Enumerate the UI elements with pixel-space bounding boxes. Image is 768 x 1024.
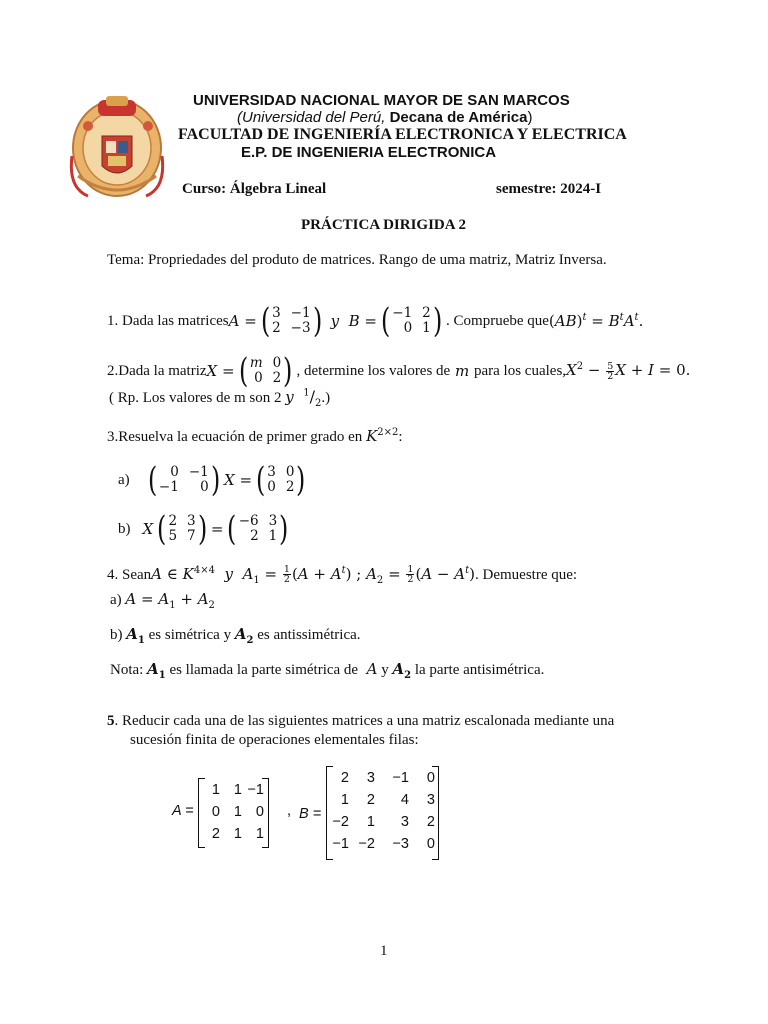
matrix-cell: 1 xyxy=(340,792,349,808)
p5-a-label: A = xyxy=(172,803,194,819)
p5-matrix-a xyxy=(206,779,264,845)
subtitle-part-a: (Universidad del Perú, xyxy=(237,109,390,126)
problem-3a: a) ( 0 −1 −1 0 ) X = ( 3 0 0 2 ) xyxy=(118,460,306,500)
p3-intro-text: 3.Resuelva la ecuación de primer grado en xyxy=(107,429,367,445)
matrix-cell: −1 xyxy=(332,836,349,852)
matrix-cell: 2 xyxy=(366,792,375,808)
problem-5-line1 xyxy=(107,713,614,730)
course-label: Curso: Álgebra Lineal xyxy=(182,181,327,197)
matrix-cell: 7 xyxy=(187,528,196,544)
matrix-cell: 1 xyxy=(233,804,242,820)
p1-suffix: . Compruebe que xyxy=(446,312,549,329)
p3a-label: a) xyxy=(118,471,130,488)
problem-4 xyxy=(107,562,577,588)
p5-line1-text: . Reducir cada una de las siguientes matrices a una matriz escalonada mediante una xyxy=(114,713,615,729)
matrix-cell: −1 xyxy=(247,782,264,798)
p1-equation: $(AB)^t = B^tA^t$. xyxy=(548,312,644,330)
problem-2: 2.Dada la matriz X = ( m 0 0 2 ) , determine los valores de m para los cuales, $X^2$ − $\frac{5}{2}$ X + I = 0. xyxy=(107,351,691,391)
matrix-cell: 3 xyxy=(187,513,196,529)
problem-5-line2: sucesión finita de operaciones elementales filas: xyxy=(130,732,419,748)
matrix-cell: 1 xyxy=(422,320,431,336)
matrix-cell: 1 xyxy=(211,782,220,798)
matrix-cell: 0 xyxy=(272,355,282,371)
p4-prefix: 4. Sean xyxy=(107,566,152,583)
subtitle-part-b: Decana de América xyxy=(389,109,528,126)
subtitle-part-c: ) xyxy=(527,109,533,126)
p3a-right-matrix: ( 3 0 0 2 ) xyxy=(256,460,306,500)
p4b-end: es antissimétrica. xyxy=(253,627,361,643)
p4-demuestre: . Demuestre que: xyxy=(475,566,578,583)
matrix-cell: 0 xyxy=(285,464,295,480)
matrix-cell: 2 xyxy=(211,826,220,842)
p5-a-left-bracket xyxy=(198,778,205,848)
matrix-cell: 2 xyxy=(426,814,435,830)
p5-number: 5 xyxy=(107,713,115,729)
matrix-cell: −6 xyxy=(238,513,259,529)
matrix-cell: 0 xyxy=(426,770,435,786)
matrix-cell: 2 xyxy=(272,370,282,386)
p3b-left-matrix: ( 2 3 5 7 ) xyxy=(157,509,207,549)
p2-prefix: 2.Dada la matriz xyxy=(107,362,207,379)
matrix-cell: 0 xyxy=(426,836,435,852)
p4-part-b: b) $A_1$ es simétrica y $A_2$ es antissimétrica. xyxy=(110,625,361,646)
matrix-cell: −1 xyxy=(188,464,209,480)
p4-part-a: a) $A = A_1 + A_2$ xyxy=(110,590,215,611)
p4a-label: a) xyxy=(110,592,126,608)
p3a-left-matrix: ( 0 −1 −1 0 ) xyxy=(147,460,221,500)
matrix-cell: 2 xyxy=(250,528,259,544)
p4b-mid: es simétrica y xyxy=(144,627,235,643)
p1-matrix-a: ( 3 −1 2 −3 ) xyxy=(260,301,322,341)
matrix-cell: 0 xyxy=(211,804,220,820)
matrix-cell: m xyxy=(249,355,263,371)
p5-separator: , xyxy=(287,803,292,819)
problem-3b: b) X ( 2 3 5 7 ) = ( −6 3 2 1 ) xyxy=(118,509,289,549)
p2-equation: $X^2$ − $\frac{5}{2}$ X + I = 0. xyxy=(566,360,691,382)
matrix-cell: 3 xyxy=(267,464,276,480)
matrix-cell: 2 xyxy=(285,479,295,495)
matrix-cell: 0 xyxy=(255,804,264,820)
matrix-cell: 3 xyxy=(366,770,375,786)
matrix-cell: 5 xyxy=(168,528,178,544)
matrix-cell: −3 xyxy=(392,836,409,852)
matrix-cell: −1 xyxy=(392,305,413,321)
matrix-cell: −2 xyxy=(358,836,375,852)
page-number: 1 xyxy=(380,943,388,959)
nota-mid: es llamada la parte simétrica de xyxy=(165,662,362,678)
matrix-cell: 1 xyxy=(268,528,278,544)
matrix-cell: 3 xyxy=(268,513,278,529)
p3b-right-matrix: ( −6 3 2 1 ) xyxy=(227,509,289,549)
p5-b-label: B = xyxy=(299,806,322,822)
matrix-cell: 1 xyxy=(255,826,264,842)
matrix-cell: −2 xyxy=(332,814,349,830)
matrix-cell: 1 xyxy=(233,782,242,798)
matrix-cell: 1 xyxy=(233,826,242,842)
p1-matrix-b: ( −1 2 0 1 ) xyxy=(380,301,443,341)
p1-prefix: 1. Dada las matrices xyxy=(107,312,229,329)
matrix-cell: −1 xyxy=(290,305,311,321)
tema-line: Tema: Propriedades del produto de matrices. Rango de uma matriz, Matriz Inversa. xyxy=(107,252,607,268)
semester-label: semestre: 2024-I xyxy=(496,181,602,197)
p4b-prefix: b) xyxy=(110,627,127,643)
nota-prefix: Nota: xyxy=(110,662,148,678)
matrix-cell: 2 xyxy=(272,320,281,336)
problem-3-intro: 3.Resuelva la ecuación de primer grado en $K^{2\times 2}$: xyxy=(107,427,403,445)
school-name: E.P. DE INGENIERIA ELECTRONICA xyxy=(241,144,497,161)
problem-1: 1. Dada las matrices A = ( 3 −1 2 −3 ) y B = ( −1 2 0 1 ) . Compruebe que $(AB)^t = B^tA^t$. xyxy=(107,301,644,341)
p1-var-a: A xyxy=(228,312,240,330)
matrix-cell: 1 xyxy=(366,814,375,830)
matrix-cell: 3 xyxy=(426,792,435,808)
p5-a-right-bracket xyxy=(262,778,269,848)
university-seal-logo xyxy=(68,96,166,200)
matrix-cell: 0 xyxy=(267,479,276,495)
p2-matrix-x: ( m 0 0 2 ) xyxy=(238,351,293,391)
nota-and: y xyxy=(377,662,393,678)
matrix-cell: 2 xyxy=(422,305,431,321)
matrix-cell: 2 xyxy=(340,770,349,786)
p4-definitions: A ∈ $K^{4\times 4}$ y $A_1$ = $\frac{1}{2}$ $(A + A^t)$ ; $A_2$ = $\frac{1}{2}$ $(A - A^t)$ xyxy=(151,564,475,586)
matrix-cell: 0 xyxy=(403,320,413,336)
p2-mid: , determine los valores de xyxy=(296,362,451,379)
matrix-cell: 3 xyxy=(400,814,409,830)
p3b-label: b) xyxy=(118,520,131,537)
p2-answer: ( Rp. Los valores de m son 2 y $^1/_2$.) xyxy=(109,387,331,410)
matrix-cell: 3 xyxy=(272,305,281,321)
matrix-cell: 0 xyxy=(170,464,179,480)
matrix-cell: −1 xyxy=(158,479,179,495)
page-title: PRÁCTICA DIRIGIDA 2 xyxy=(301,217,467,233)
university-subtitle xyxy=(237,109,532,126)
nota-end: la parte antisimétrica. xyxy=(411,662,545,678)
matrix-cell: 0 xyxy=(200,479,209,495)
matrix-cell: −3 xyxy=(290,320,311,336)
university-name: UNIVERSIDAD NACIONAL MAYOR DE SAN MARCOS xyxy=(193,92,570,109)
matrix-cell: 4 xyxy=(400,792,409,808)
p2-answer-text: ( Rp. Los valores de m son 2 xyxy=(109,390,286,406)
p5-b-right-bracket xyxy=(432,766,439,860)
p2-mid2: para los cuales, xyxy=(473,362,567,379)
p5-matrix-b xyxy=(331,767,435,855)
matrix-cell: −1 xyxy=(392,770,409,786)
matrix-cell: 0 xyxy=(254,370,263,386)
faculty-name: FACULTAD DE INGENIERÍA ELECTRONICA Y ELECTRICA xyxy=(178,126,627,143)
p4-nota: Nota: $A_1$ es llamada la parte simétrica de A y $A_2$ la parte antisimétrica. xyxy=(110,660,545,681)
matrix-cell: 2 xyxy=(168,513,178,529)
